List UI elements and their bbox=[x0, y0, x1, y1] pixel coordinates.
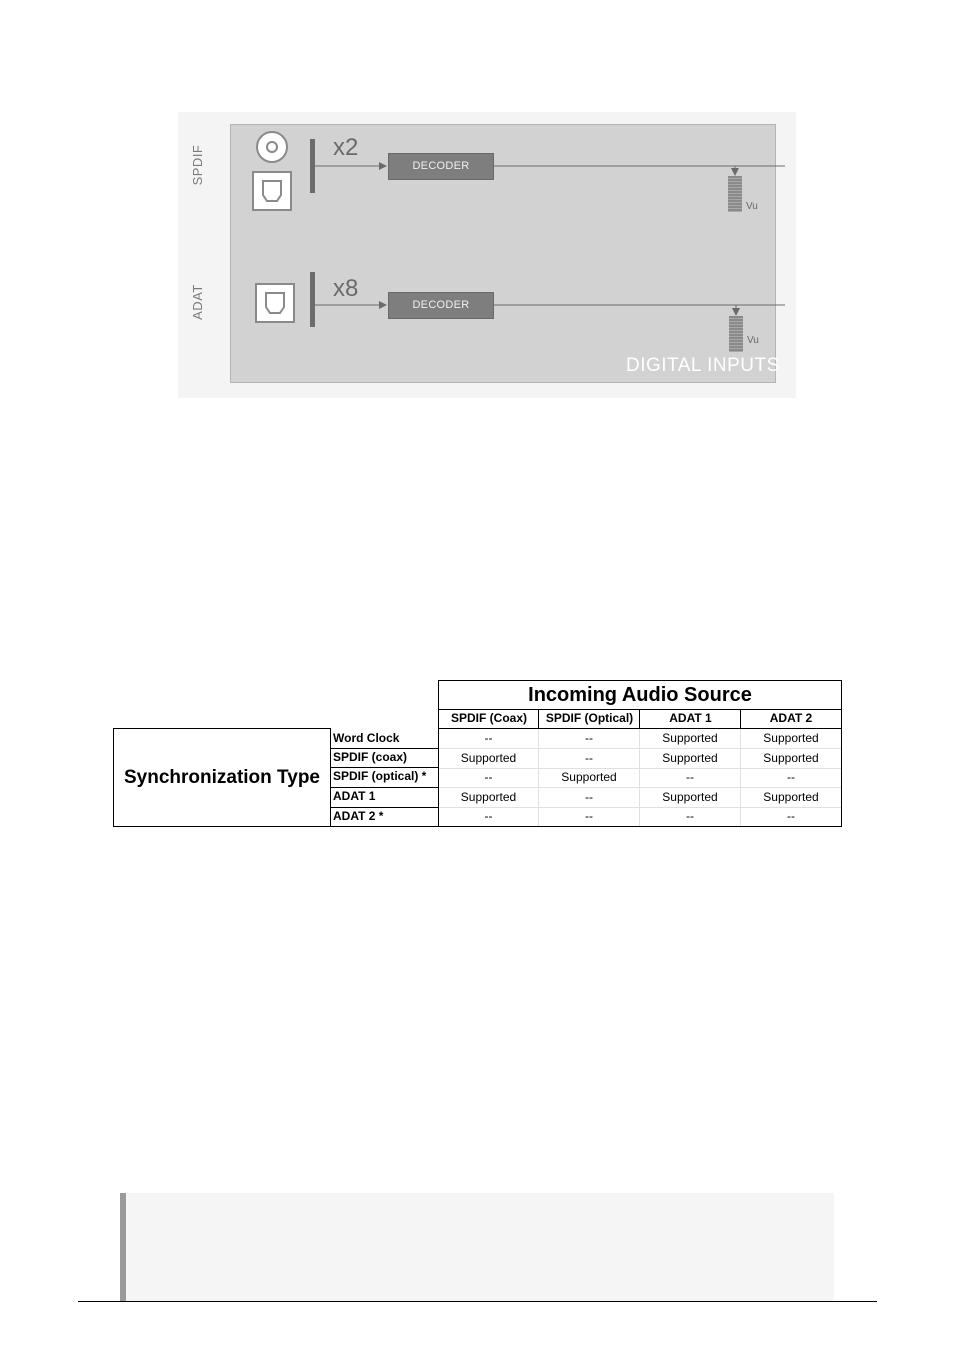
table-cell: Supported bbox=[561, 770, 617, 784]
table-cell: -- bbox=[686, 770, 694, 784]
table-cell: -- bbox=[484, 770, 493, 784]
row-label: ADAT 1 bbox=[331, 787, 439, 808]
column-header: SPDIF (Coax) bbox=[438, 709, 539, 729]
column-header: ADAT 1 bbox=[639, 709, 741, 729]
table-cell: Supported bbox=[460, 751, 517, 765]
row-label: SPDIF (coax) bbox=[331, 748, 439, 768]
table-cell: Supported bbox=[662, 731, 718, 745]
adat-vu-meter bbox=[729, 316, 743, 352]
table-cell: -- bbox=[787, 770, 795, 784]
diagram-title: DIGITAL INPUTS bbox=[626, 355, 780, 376]
spdif-input-bus bbox=[310, 139, 315, 193]
adat-vu-label: Vu bbox=[747, 335, 759, 346]
table-cell: -- bbox=[686, 809, 694, 823]
row-label: Word Clock bbox=[331, 729, 439, 749]
table-cell: Supported bbox=[763, 751, 819, 765]
coax-connector-icon bbox=[256, 131, 288, 163]
spdif-row-label: SPDIF bbox=[190, 144, 205, 186]
note-box bbox=[120, 1193, 834, 1301]
table-header-incoming-source: Incoming Audio Source bbox=[438, 680, 842, 710]
table-cell: Supported bbox=[763, 790, 819, 804]
row-label: SPDIF (optical) * bbox=[331, 767, 439, 788]
adat-channel-count: x8 bbox=[333, 275, 359, 302]
footer-rule bbox=[78, 1301, 877, 1302]
table-cell: Supported bbox=[662, 790, 718, 804]
table-cell: -- bbox=[585, 751, 593, 765]
adat-input-bus bbox=[310, 272, 315, 327]
table-cell: Supported bbox=[460, 790, 517, 804]
adat-row-label: ADAT bbox=[190, 284, 205, 320]
table-cell: -- bbox=[484, 809, 493, 823]
adat-decoder-block: DECODER bbox=[388, 292, 494, 319]
table-cell: Supported bbox=[763, 731, 819, 745]
spdif-vu-meter bbox=[728, 176, 742, 212]
spdif-decoder-block: DECODER bbox=[388, 153, 494, 180]
table-cell: -- bbox=[585, 790, 593, 804]
row-group-label: Synchronization Type bbox=[113, 728, 331, 827]
spdif-vu-label: Vu bbox=[746, 201, 758, 212]
note-accent-bar bbox=[120, 1193, 126, 1301]
table-cell: -- bbox=[787, 809, 795, 823]
table-cell: Supported bbox=[662, 751, 718, 765]
spdif-channel-count: x2 bbox=[333, 134, 359, 161]
spdif-optical-connector-icon bbox=[252, 171, 292, 211]
table-cell: -- bbox=[484, 731, 493, 745]
adat-optical-connector-icon bbox=[255, 283, 295, 323]
table-cell: -- bbox=[585, 809, 593, 823]
row-label: ADAT 2 * bbox=[331, 807, 439, 827]
column-header: SPDIF (Optical) bbox=[538, 709, 640, 729]
table-cell: -- bbox=[585, 731, 593, 745]
column-header: ADAT 2 bbox=[740, 709, 842, 729]
